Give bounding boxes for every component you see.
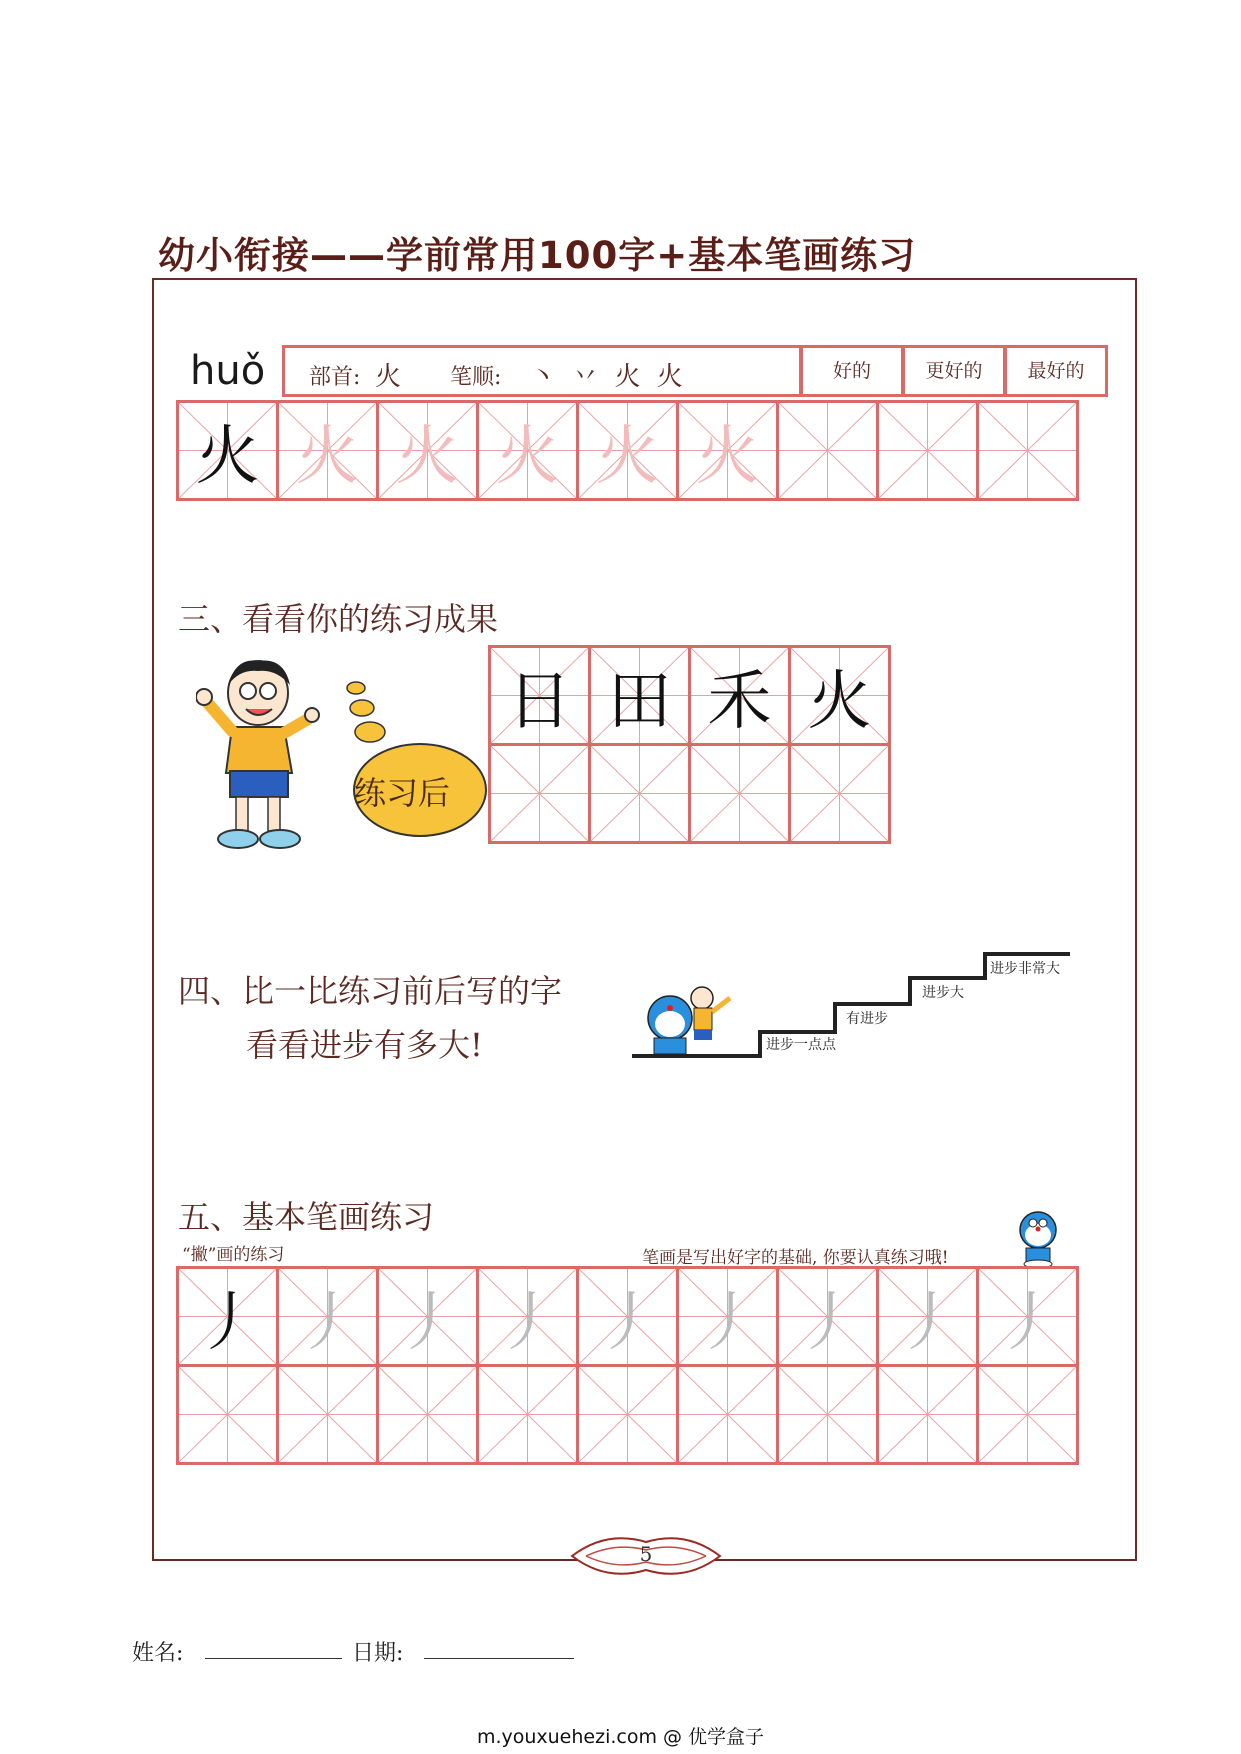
stair-label-4: 进步非常大 xyxy=(990,961,1060,977)
practice-cell[interactable] xyxy=(678,1366,778,1464)
result-char: 日 xyxy=(507,664,572,739)
section3-heading: 三、看看你的练习成果 xyxy=(178,600,499,638)
name-field[interactable] xyxy=(205,1654,342,1659)
page-title: 幼小衔接——学前常用100字+基本笔画练习 xyxy=(158,234,917,277)
tip-text: 笔画是写出好字的基础, 你要认真练习哦! xyxy=(642,1248,949,1268)
practice-cell[interactable] xyxy=(178,1366,278,1464)
practice-cell[interactable] xyxy=(978,402,1078,500)
model-cell xyxy=(178,402,278,500)
stroke-caption: “撇”画的练习 xyxy=(182,1245,285,1265)
trace-char: 火 xyxy=(495,419,560,494)
result-char: 田 xyxy=(607,664,672,739)
result-grid xyxy=(488,645,891,844)
radical-label: 部首: xyxy=(309,365,361,390)
trace-stroke-cell[interactable] xyxy=(978,1268,1078,1366)
result-char: 禾 xyxy=(707,664,772,739)
trace-cell[interactable] xyxy=(578,402,678,500)
trace-stroke: 丿 xyxy=(495,1285,560,1360)
radical-char: 火 xyxy=(375,362,402,392)
boy-illustration-icon xyxy=(196,655,326,855)
trace-char: 火 xyxy=(395,419,460,494)
stair-label-1: 进步一点点 xyxy=(766,1037,836,1053)
trace-stroke-cell[interactable] xyxy=(478,1268,578,1366)
trace-stroke: 丿 xyxy=(895,1285,960,1360)
stroke-info-box xyxy=(282,345,802,397)
name-label: 姓名: xyxy=(132,1641,184,1666)
trace-stroke-cell[interactable] xyxy=(878,1268,978,1366)
model-stroke-cell xyxy=(178,1268,278,1366)
trace-char: 火 xyxy=(695,419,760,494)
result-cell xyxy=(590,647,690,745)
model-char: 火 xyxy=(195,419,260,494)
rating-better: 更好的 xyxy=(902,345,1006,397)
bubble-text: 练习后 xyxy=(354,774,451,812)
practice-cell[interactable] xyxy=(778,1366,878,1464)
trace-stroke-cell[interactable] xyxy=(778,1268,878,1366)
model-stroke: 丿 xyxy=(195,1285,260,1360)
trace-stroke-cell[interactable] xyxy=(578,1268,678,1366)
pinyin: huǒ xyxy=(190,348,266,394)
practice-cell[interactable] xyxy=(878,402,978,500)
rating-good: 好的 xyxy=(800,345,904,397)
trace-stroke: 丿 xyxy=(995,1285,1060,1360)
trace-cell[interactable] xyxy=(378,402,478,500)
result-cell xyxy=(790,647,890,745)
practice-grid-fire xyxy=(176,400,1079,501)
date-label: 日期: xyxy=(352,1641,404,1666)
practice-cell[interactable] xyxy=(778,402,878,500)
trace-char: 火 xyxy=(295,419,360,494)
practice-cell[interactable] xyxy=(790,745,890,843)
practice-cell[interactable] xyxy=(590,745,690,843)
stroke-practice-grid xyxy=(176,1266,1079,1465)
stroke-order-sequence: 丶 丷 火 火 xyxy=(530,362,687,392)
practice-cell[interactable] xyxy=(478,1366,578,1464)
practice-cell[interactable] xyxy=(878,1366,978,1464)
stroke-order-label: 笔顺: xyxy=(450,365,502,390)
trace-cell[interactable] xyxy=(478,402,578,500)
result-char: 火 xyxy=(807,664,872,739)
trace-char: 火 xyxy=(595,419,660,494)
section4-heading-line1: 四、比一比练习前后写的字 xyxy=(178,972,563,1010)
section5-heading: 五、基本笔画练习 xyxy=(178,1198,435,1236)
trace-cell[interactable] xyxy=(278,402,378,500)
trace-stroke: 丿 xyxy=(795,1285,860,1360)
trace-stroke: 丿 xyxy=(695,1285,760,1360)
trace-stroke-cell[interactable] xyxy=(378,1268,478,1366)
thought-bubble-icon xyxy=(340,678,490,838)
trace-stroke-cell[interactable] xyxy=(278,1268,378,1366)
trace-stroke: 丿 xyxy=(295,1285,360,1360)
page-number: 5 xyxy=(639,1542,653,1566)
trace-cell[interactable] xyxy=(678,402,778,500)
practice-cell[interactable] xyxy=(278,1366,378,1464)
result-cell xyxy=(490,647,590,745)
rating-best: 最好的 xyxy=(1004,345,1108,397)
practice-cell[interactable] xyxy=(690,745,790,843)
trace-stroke: 丿 xyxy=(395,1285,460,1360)
trace-stroke: 丿 xyxy=(595,1285,660,1360)
section4-heading-line2: 看看进步有多大! xyxy=(246,1026,483,1064)
stair-label-3: 进步大 xyxy=(922,985,964,1001)
practice-cell[interactable] xyxy=(378,1366,478,1464)
result-cell xyxy=(690,647,790,745)
doraemon-icon xyxy=(1013,1208,1063,1268)
practice-cell[interactable] xyxy=(978,1366,1078,1464)
practice-cell[interactable] xyxy=(578,1366,678,1464)
date-field[interactable] xyxy=(424,1654,574,1659)
trace-stroke-cell[interactable] xyxy=(678,1268,778,1366)
footer-credit: m.youxuehezi.com @ 优学盒子 xyxy=(476,1726,765,1748)
stair-label-2: 有进步 xyxy=(846,1011,888,1027)
practice-cell[interactable] xyxy=(490,745,590,843)
